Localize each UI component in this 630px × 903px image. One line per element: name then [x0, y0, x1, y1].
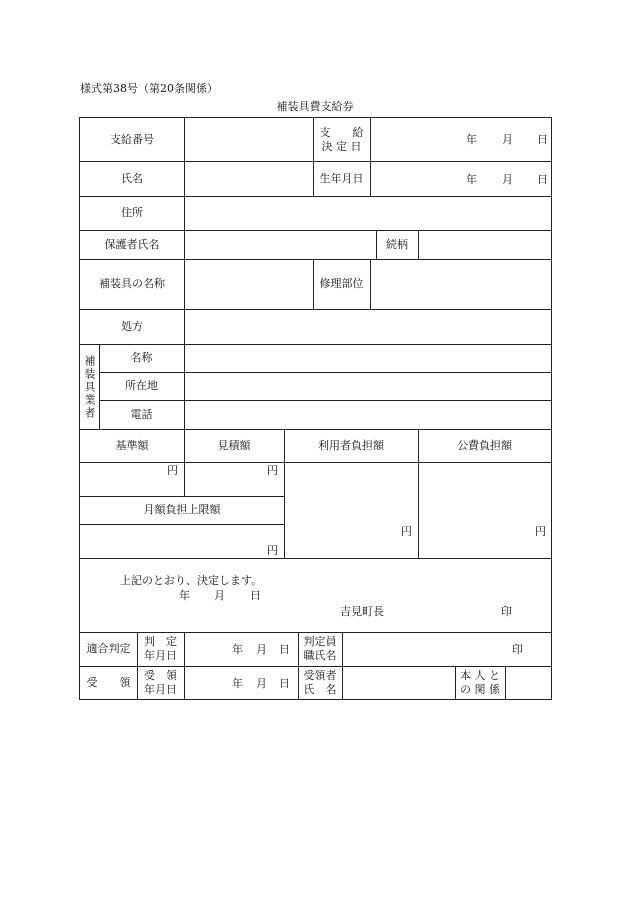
prescription-label: 処方: [121, 319, 143, 333]
receipt-month-mark: 月: [256, 677, 267, 690]
statement-day-mark: 日: [250, 589, 261, 602]
address-field[interactable]: [185, 197, 550, 229]
receipt-year-mark: 年: [232, 677, 243, 690]
vendor-group-label: 補装具業者: [83, 355, 96, 420]
decision-year-mark: 年: [466, 133, 477, 146]
vendor-phone-field[interactable]: [185, 401, 550, 428]
judgment-year-mark: 年: [232, 643, 243, 656]
judgment-month-mark: 月: [256, 643, 267, 656]
issuer-name: 吉見町長: [340, 605, 384, 618]
public-burden-label: 公費負担額: [457, 438, 512, 452]
monthly-cap-label: 月額負担上限額: [143, 503, 221, 517]
vendor-phone-label: 電話: [130, 407, 153, 421]
statement-month-mark: 月: [214, 589, 225, 602]
receipt-date-label: 受 領 年月日: [144, 669, 177, 696]
form-number: 様式第38号（第20条関係）: [80, 82, 218, 95]
estimate-amount-label: 見積額: [217, 438, 251, 452]
user-burden-yen: 円: [401, 525, 412, 538]
recipient-field[interactable]: [343, 667, 454, 699]
public-burden-yen: 円: [535, 525, 546, 538]
user-burden-field[interactable]: [285, 463, 417, 557]
relationship-label: 続柄: [386, 237, 408, 251]
relationship-field[interactable]: [419, 231, 550, 258]
standard-amount-yen: 円: [167, 464, 178, 477]
payment-number-label: 支給番号: [110, 132, 154, 146]
decision-date-field[interactable]: [371, 119, 550, 160]
receipt-label: 受 領: [86, 676, 131, 690]
suitability-label: 適合判定: [86, 642, 131, 656]
vendor-name-label: 名称: [130, 351, 153, 365]
address-label: 住所: [121, 206, 143, 220]
judge-label: 判定員 職氏名: [303, 635, 337, 662]
judgment-date-label: 判 定 年月日: [144, 635, 177, 662]
monthly-cap-yen: 円: [267, 544, 278, 557]
estimate-amount-yen: 円: [267, 464, 278, 477]
issuer-seal-mark: 印: [501, 605, 512, 618]
recipient-label: 受領者 氏 名: [303, 669, 337, 696]
decision-date-label: 支 給 決 定 日: [319, 125, 364, 153]
repair-part-field[interactable]: [371, 260, 550, 308]
vendor-location-label: 所在地: [125, 379, 158, 393]
birth-date-field[interactable]: [371, 162, 550, 195]
receipt-day-mark: 日: [279, 677, 290, 690]
public-burden-field[interactable]: [419, 463, 550, 557]
birth-day-mark: 日: [537, 173, 548, 186]
user-burden-label: 利用者負担額: [318, 438, 384, 452]
document-title: 補装具費支給券: [276, 100, 354, 113]
standard-amount-label: 基準額: [115, 438, 149, 452]
guardian-name-label: 保護者氏名: [104, 237, 160, 251]
name-label: 氏名: [121, 171, 143, 185]
voucher-form: [79, 117, 552, 700]
birth-month-mark: 月: [502, 173, 513, 186]
statement-year-mark: 年: [179, 589, 190, 602]
relation-to-person-label: 本 人 と の 関 係: [460, 669, 500, 696]
repair-part-label: 修理部位: [319, 277, 364, 291]
relation-to-person-field[interactable]: [506, 667, 550, 699]
vendor-location-field[interactable]: [185, 373, 550, 399]
birth-date-label: 生年月日: [319, 171, 364, 185]
judge-seal-mark: 印: [512, 643, 523, 656]
decision-statement: 上記のとおり、決定します。: [120, 574, 263, 587]
monthly-cap-field[interactable]: [81, 525, 283, 557]
prescription-field[interactable]: [185, 310, 550, 343]
guardian-name-field[interactable]: [185, 231, 375, 258]
vendor-name-field[interactable]: [185, 345, 550, 371]
judgment-day-mark: 日: [279, 643, 290, 656]
device-name-label: 補装具の名称: [99, 277, 165, 291]
decision-day-mark: 日: [537, 133, 548, 146]
decision-month-mark: 月: [502, 133, 513, 146]
name-field[interactable]: [185, 162, 312, 195]
device-name-field[interactable]: [185, 260, 312, 308]
birth-year-mark: 年: [466, 173, 477, 186]
payment-number-field[interactable]: [185, 119, 312, 160]
